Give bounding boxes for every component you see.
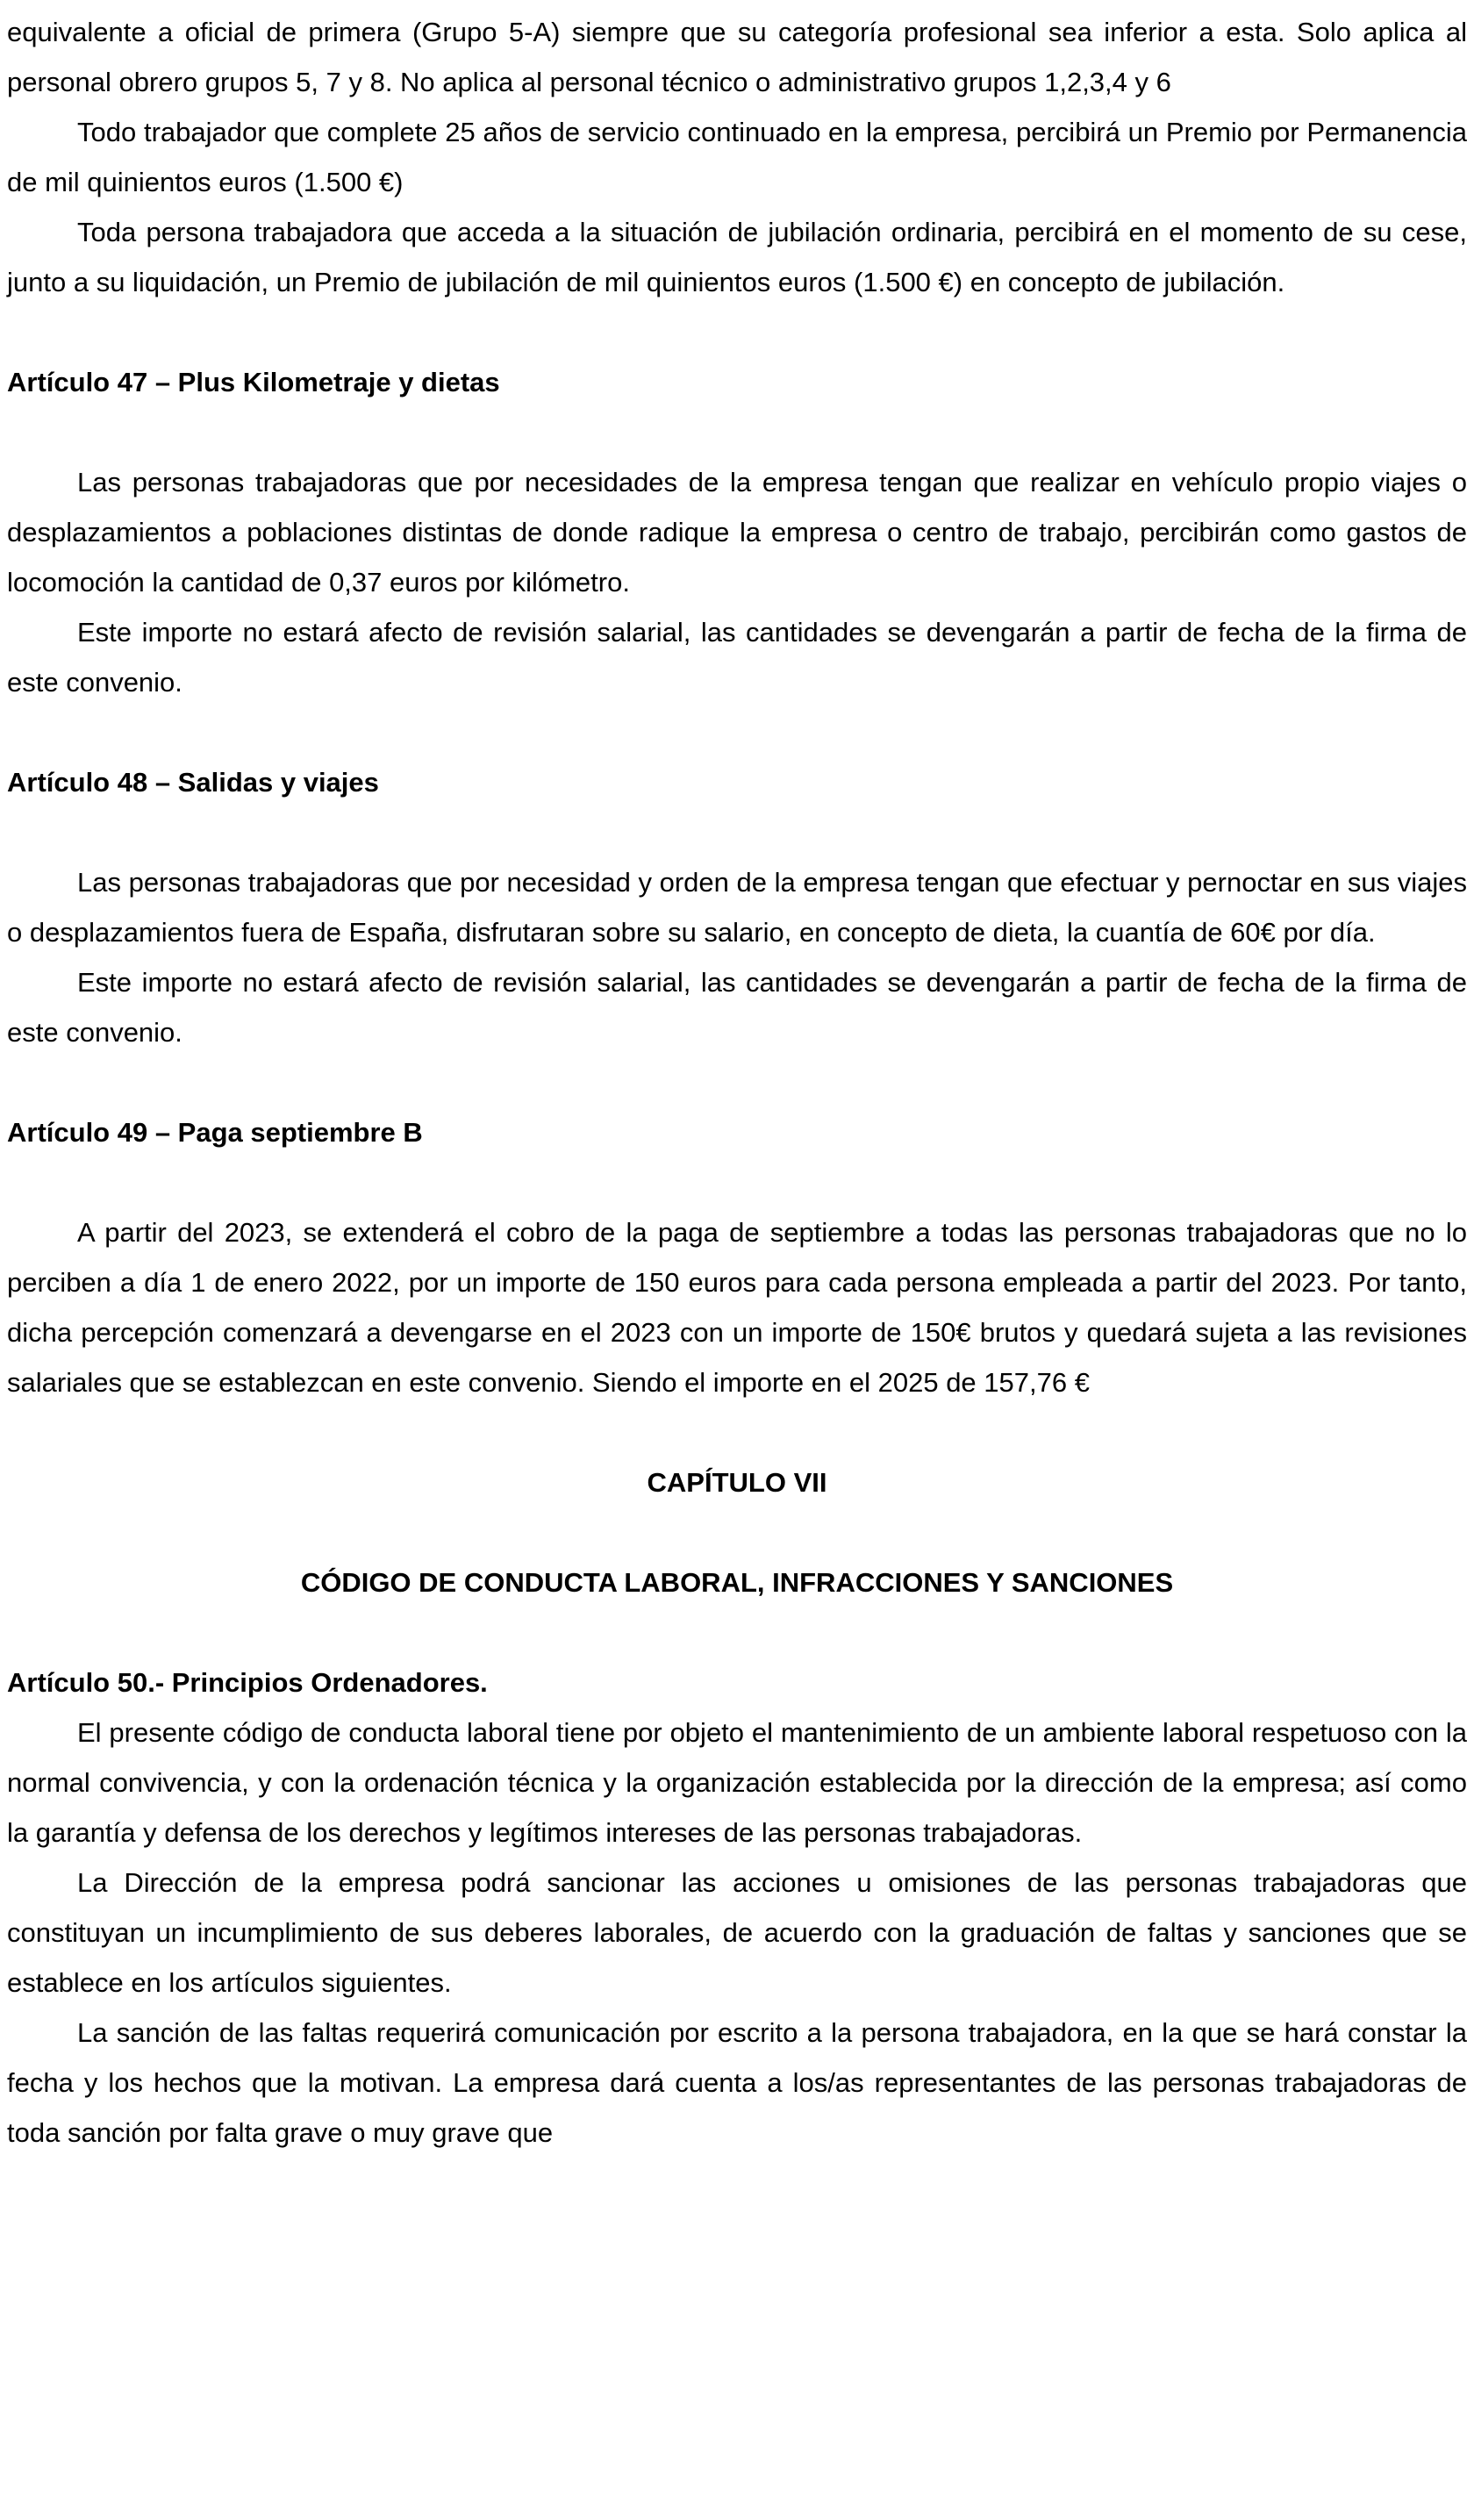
- chapter-vii-heading: CAPÍTULO VII: [647, 1467, 827, 1498]
- paragraph-salidas-revision: Este importe no estará afecto de revisión salarial, las cantidades se devengarán a partir de fecha de la firma de este convenio.: [7, 967, 1467, 1048]
- paragraph-salidas-viajes: Las personas trabajadoras que por necesidad y orden de la empresa tengan que efectuar y pernoctar en sus viajes o desplazamientos fuera de España, disfrutaran sobre su salario, en concepto de dieta, la cuantía de 60€ por día.: [7, 867, 1467, 948]
- paragraph-premio-jubilacion: Toda persona trabajadora que acceda a la situación de jubilación ordinaria, percibirá en el momento de su cese, junto a su liquidación, un Premio de jubilación de mil quinientos euros (1.500 €) en concepto de jubilación.: [7, 217, 1467, 297]
- article-47-heading: Artículo 47 – Plus Kilometraje y dietas: [7, 367, 500, 397]
- article-50-heading: Artículo 50.- Principios Ordenadores.: [7, 1667, 488, 1698]
- paragraph-paga-septiembre: A partir del 2023, se extenderá el cobro de la paga de septiembre a todas las personas trabajadoras que no lo perciben a día 1 de enero 2022, por un importe de 150 euros para cada persona empleada a partir del 2023. Por tanto, dicha percepción comenzará a devengarse en el 2023 con un importe de 150€ brutos y quedará sujeta a las revisiones salariales que se establezcan en este convenio. Siendo el importe en el 2025 de 157,76 €: [7, 1217, 1467, 1398]
- chapter-vii-subheading: CÓDIGO DE CONDUCTA LABORAL, INFRACCIONES Y SANCIONES: [300, 1567, 1174, 1598]
- paragraph-sancion-faltas: La sanción de las faltas requerirá comunicación por escrito a la persona trabajadora, en la que se hará constar la fecha y los hechos que la motivan. La empresa dará cuenta a los/as representantes de las personas trabajadoras de toda sanción por falta grave o muy grave que: [7, 2017, 1467, 2148]
- paragraph-kilometraje: Las personas trabajadoras que por necesidades de la empresa tengan que realizar en vehículo propio viajes o desplazamientos a poblaciones distintas de donde radique la empresa o centro de trabajo, percibirán como gastos de locomoción la cantidad de 0,37 euros por kilómetro.: [7, 467, 1467, 598]
- paragraph-codigo-conducta-objeto: El presente código de conducta laboral tiene por objeto el mantenimiento de un ambiente laboral respetuoso con la normal convivencia, y con la ordenación técnica y la organización establecida por la dirección de la empresa; así como la garantía y defensa de los derechos y legítimos intereses de las personas trabajadoras.: [7, 1717, 1467, 1848]
- paragraph-direccion-sancionar: La Dirección de la empresa podrá sancionar las acciones u omisiones de las personas trabajadoras que constituyan un incumplimiento de sus deberes laborales, de acuerdo con la graduación de faltas y sanciones que se establece en los artículos siguientes.: [7, 1867, 1467, 1998]
- article-48-heading: Artículo 48 – Salidas y viajes: [7, 767, 379, 798]
- paragraph-continuation-grupo-5a: equivalente a oficial de primera (Grupo 5-A) siempre que su categoría profesional sea inferior a esta. Solo aplica al personal obrero grupos 5, 7 y 8. No aplica al personal técnico o administrativo grupos 1,2,3,4 y 6: [7, 17, 1467, 97]
- article-49-heading: Artículo 49 – Paga septiembre B: [7, 1117, 423, 1148]
- paragraph-kilometraje-revision: Este importe no estará afecto de revisión salarial, las cantidades se devengarán a partir de fecha de la firma de este convenio.: [7, 617, 1467, 698]
- paragraph-premio-permanencia: Todo trabajador que complete 25 años de servicio continuado en la empresa, percibirá un Premio por Permanencia de mil quinientos euros (1.500 €): [7, 117, 1467, 197]
